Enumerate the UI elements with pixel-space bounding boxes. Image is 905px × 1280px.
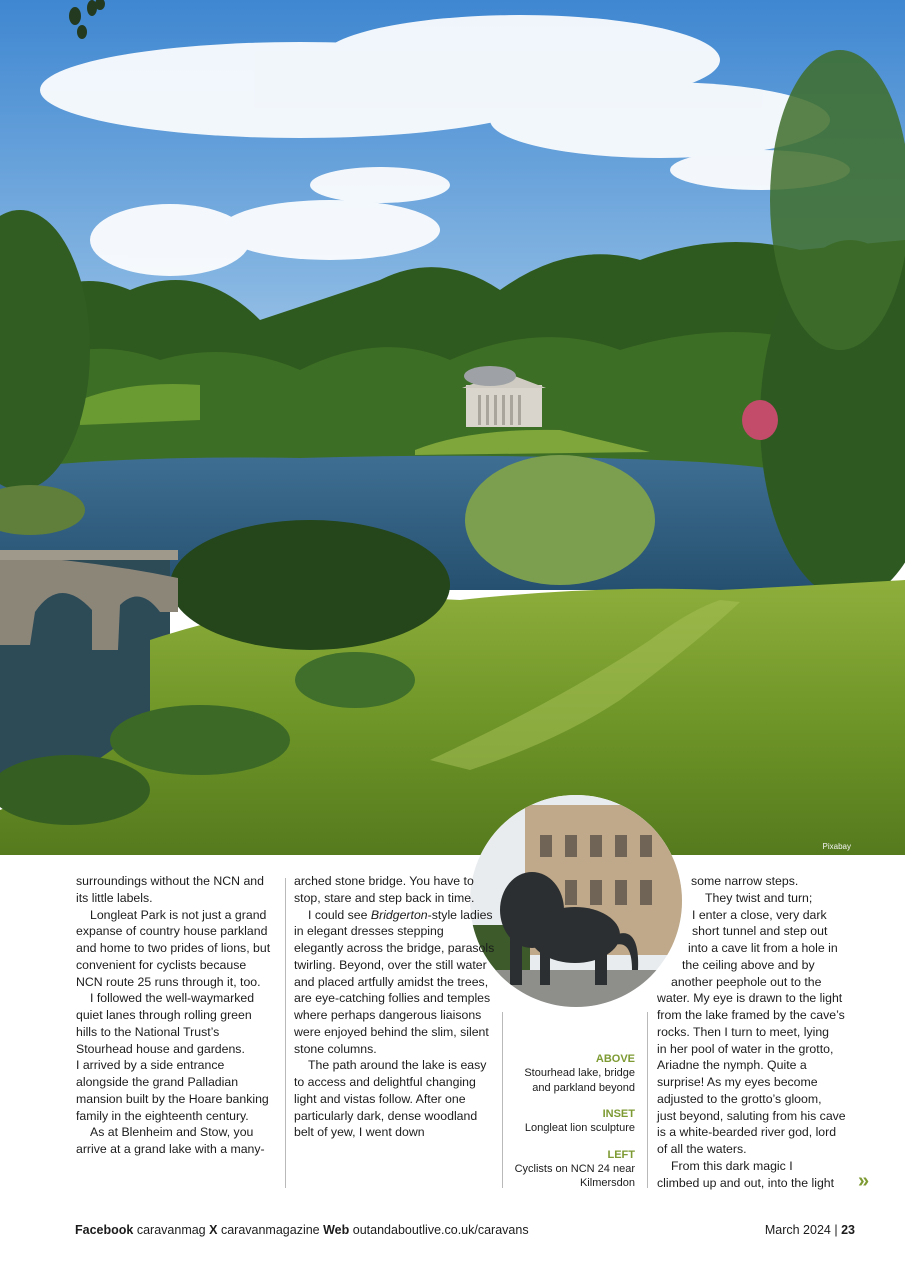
column-divider	[502, 1012, 503, 1188]
paragraph: surroundings without the NCN and its little labels.	[76, 874, 264, 905]
x-handle[interactable]: caravanmagazine	[220, 1223, 320, 1237]
caption-text: Stourhead lake, bridge and parkland beyond	[524, 1067, 635, 1094]
inset-photo	[470, 795, 682, 1007]
text-line: rocks. Then I turn to meet, lying	[657, 1024, 830, 1039]
column-divider	[647, 1012, 648, 1188]
page-number: 23	[841, 1223, 855, 1237]
lion-sculpture-image	[470, 795, 682, 1007]
web-url-link[interactable]: outandaboutlive.co.uk/caravans	[352, 1223, 529, 1237]
text-line: of all the waters.	[657, 1142, 747, 1156]
paragraph: I arrived by a side entrance alongside the grand Palladian mansion built by the Hoare banking family in the eighteenth century.	[76, 1058, 269, 1123]
text-line: Ariadne the nymph. Quite a	[657, 1058, 807, 1073]
text-line: adjusted to the grotto’s gloom,	[657, 1091, 822, 1106]
text-run: I could see	[308, 907, 371, 922]
photo-credit: Pixabay	[822, 842, 851, 851]
paragraph: I followed the well-waymarked quiet lanes through rolling green hills to the National Trust’s Stourhead house and gardens.	[76, 991, 255, 1056]
column-divider	[285, 878, 286, 1188]
text-line: water. My eye is drawn to the light	[657, 991, 843, 1006]
caption-label: LEFT	[607, 1148, 635, 1161]
text-line: They twist and turn;	[705, 890, 813, 905]
text-line: in her pool of water in the grotto,	[657, 1041, 834, 1056]
text-line: short tunnel and step out	[692, 924, 828, 939]
web-label: Web	[323, 1223, 350, 1237]
text-run: -style ladies in elegant dresses stepping elegantly across the bridge, parasols twirling. Beyond, over the still water and placed artfully amidst the trees, are eye-catching follies and temples where perhaps dangerous liaisons were enjoyed behind the slim, silent stone columns.	[294, 907, 495, 1056]
text-line: the ceiling above and by	[682, 957, 815, 972]
text-line: some narrow steps.	[691, 874, 799, 888]
text-line: From this dark magic I	[671, 1158, 793, 1173]
text-line: I enter a close, very dark	[692, 907, 827, 922]
x-label: X	[209, 1223, 218, 1237]
caption-text: Longleat lion sculpture	[524, 1122, 635, 1134]
body-column-2	[294, 873, 496, 1141]
issue-date: March 2024	[764, 1223, 831, 1237]
paragraph	[294, 907, 496, 1058]
text-line: from the lake framed by the cave’s	[657, 1008, 845, 1022]
facebook-handle[interactable]: caravanmag	[136, 1223, 206, 1237]
paragraph: Longleat Park is not just a grand expanse of country house parkland and home to two prides of lions, but convenient for cyclists because NCN route 25 runs through it, too.	[76, 907, 271, 989]
photo-captions	[508, 1052, 635, 1203]
text-line: surprise! As my eyes become	[657, 1075, 818, 1089]
footer-folio	[765, 1223, 855, 1237]
paragraph: As at Blenheim and Stow, you arrive at a grand lake with a many-	[76, 1125, 265, 1156]
folio-separator: |	[834, 1223, 838, 1237]
text-line: is a white-bearded river god, lord	[657, 1125, 837, 1140]
body-column-1	[76, 873, 276, 1158]
footer-social	[75, 1223, 529, 1237]
text-line: climbed up and out, into the light	[657, 1175, 835, 1190]
facebook-label: Facebook	[75, 1223, 134, 1237]
text-line: another peephole out to the	[671, 974, 822, 989]
show-title: Bridgerton	[370, 907, 428, 922]
paragraph: The path around the lake is easy to access and delightful changing light and vistas follow. After one particularly dark, dense woodland belt of yew, I went down	[294, 1058, 487, 1140]
caption-text: Cyclists on NCN 24 near Kilmersdon	[514, 1162, 635, 1189]
caption-label: ABOVE	[595, 1053, 635, 1065]
text-line: just beyond, saluting from his cave	[657, 1108, 846, 1123]
caption-label: INSET	[602, 1108, 635, 1120]
text-line: into a cave lit from a hole in	[688, 941, 838, 955]
paragraph: arched stone bridge. You have to stop, stare and step back in time.	[294, 874, 475, 905]
continue-arrow-icon: »	[858, 1170, 868, 1192]
body-column-4	[657, 873, 857, 1191]
